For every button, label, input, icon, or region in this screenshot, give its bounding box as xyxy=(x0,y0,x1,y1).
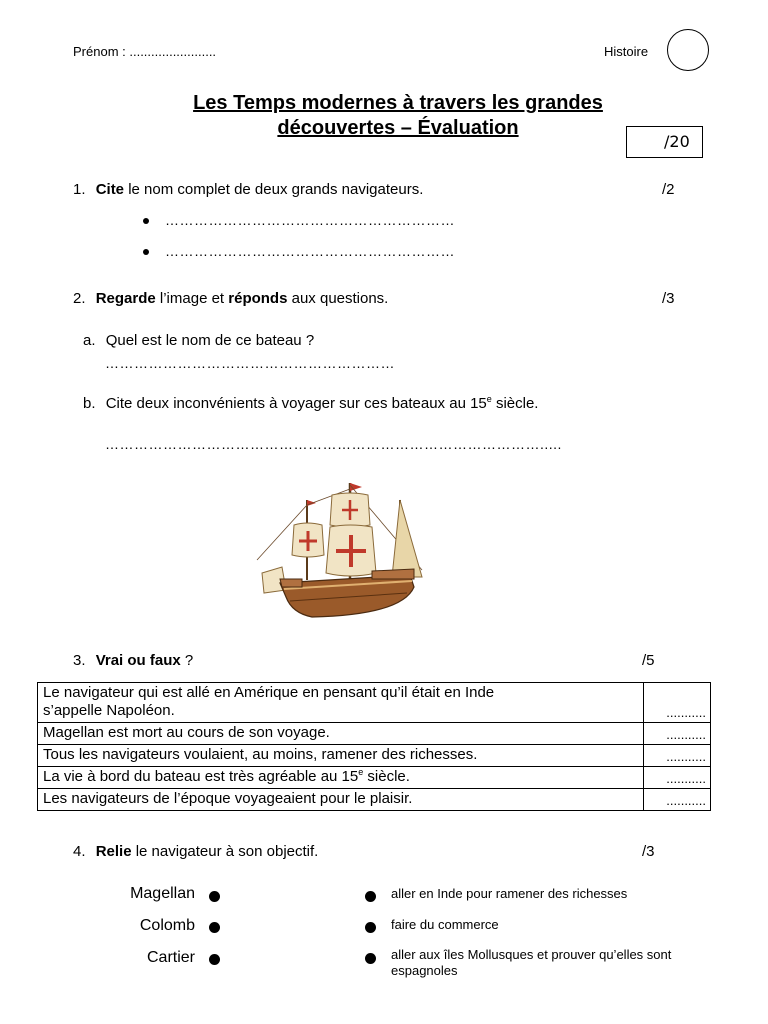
q3-number: 3. xyxy=(73,652,86,669)
q2a-answer-line[interactable]: …………………………………………………… xyxy=(105,355,395,371)
objective-1: aller en Inde pour ramener des richesses xyxy=(391,886,628,901)
navigator-cartier: Cartier xyxy=(146,949,195,966)
objective-2: faire du commerce xyxy=(391,917,499,932)
table-row xyxy=(38,767,711,789)
q2b-text-1: Cite deux inconvénients à voyager sur ces bateaux au 15 xyxy=(105,395,487,412)
q2-verb-1: Regarde xyxy=(95,290,156,307)
q1-verb: Cite xyxy=(95,181,125,198)
title-line-2: découvertes – Évaluation xyxy=(277,117,519,139)
link-dot-objective-3[interactable] xyxy=(365,953,376,964)
statement-cell: Tous les navigateurs voulaient, au moins, ramener des richesses. xyxy=(38,745,644,767)
q3-points: /5 xyxy=(642,652,655,669)
q3-title: Vrai ou faux xyxy=(95,652,181,669)
statement-sup: e xyxy=(358,767,364,777)
q1-number: 1. xyxy=(73,181,86,198)
true-false-table xyxy=(37,682,711,811)
bullet-icon xyxy=(143,249,149,255)
q4-statement xyxy=(73,843,318,860)
q1-points: /2 xyxy=(662,181,675,198)
caravel-ship-illustration xyxy=(252,475,427,622)
answer-cell[interactable]: ........... xyxy=(644,683,711,723)
statement-text-2: s’appelle Napoléon. xyxy=(43,702,175,719)
answer-cell[interactable]: ........... xyxy=(644,723,711,745)
q2-text-end: aux questions. xyxy=(287,290,389,307)
q3-text-end: ? xyxy=(180,652,194,669)
q2b-sup: e xyxy=(486,394,492,404)
statement-text: La vie à bord du bateau est très agréable au 15 xyxy=(43,768,359,785)
q2-statement xyxy=(73,290,388,307)
objective-3: aller aux îles Mollusques et prouver qu’elles sont espagnoles xyxy=(391,947,672,978)
q2a-label: a. xyxy=(83,332,96,349)
q4-verb: Relie xyxy=(95,843,132,860)
q4-points: /3 xyxy=(642,843,655,860)
total-score: /20 xyxy=(664,132,690,151)
title-line-1: Les Temps modernes à travers les grandes xyxy=(193,92,603,114)
q2b-answer-line[interactable]: ………………………………………………………………………………..... xyxy=(105,436,562,452)
answer-cell[interactable]: ........... xyxy=(644,745,711,767)
navigator-magellan: Magellan xyxy=(130,885,195,902)
table-row xyxy=(38,723,711,745)
q1-statement xyxy=(73,181,423,198)
total-score-box xyxy=(626,126,703,158)
q2-number: 2. xyxy=(73,290,86,307)
table-row xyxy=(38,789,711,811)
link-dot-cartier[interactable] xyxy=(209,954,220,965)
q2a-text: Quel est le nom de ce bateau ? xyxy=(105,332,315,349)
q2-text-mid: l’image et xyxy=(155,290,229,307)
link-dot-colomb[interactable] xyxy=(209,922,220,933)
statement-cell: Les navigateurs de l’époque voyageaient pour le plaisir. xyxy=(38,789,644,811)
prenom-field: Prénom : ........................ xyxy=(73,44,217,59)
link-dot-objective-1[interactable] xyxy=(365,891,376,902)
q2-points: /3 xyxy=(662,290,675,307)
q3-statement xyxy=(73,652,193,669)
q2b-text xyxy=(106,395,539,412)
bullet-icon xyxy=(143,218,149,224)
grade-circle xyxy=(667,29,709,71)
statement-cell xyxy=(38,767,644,789)
subject-label: Histoire xyxy=(604,44,649,59)
q4-number: 4. xyxy=(73,843,86,860)
q2b-text-2: siècle. xyxy=(491,395,539,412)
q1-text: le nom complet de deux grands navigateurs. xyxy=(124,181,424,198)
table-row xyxy=(38,745,711,767)
q1-answer-line-2[interactable]: …………………………………………………… xyxy=(165,243,455,259)
navigator-colomb: Colomb xyxy=(139,917,195,934)
q2-verb-2: réponds xyxy=(228,290,288,307)
statement-text: Le navigateur qui est allé en Amérique en pensant qu’il était en Inde xyxy=(43,684,495,701)
statement-cell: Magellan est mort au cours de son voyage. xyxy=(38,723,644,745)
link-dot-magellan[interactable] xyxy=(209,891,220,902)
link-dot-objective-2[interactable] xyxy=(365,922,376,933)
answer-cell[interactable]: ........... xyxy=(644,789,711,811)
q2a-question xyxy=(83,332,314,349)
answer-cell[interactable]: ........... xyxy=(644,767,711,789)
q2b-label: b. xyxy=(83,395,96,412)
q1-answer-line-1[interactable]: …………………………………………………… xyxy=(165,212,455,228)
table-row xyxy=(38,683,711,723)
q2b-question xyxy=(83,395,538,412)
statement-text-end: siècle. xyxy=(363,768,410,785)
statement-cell xyxy=(38,683,644,723)
q4-text: le navigateur à son objectif. xyxy=(131,843,319,860)
